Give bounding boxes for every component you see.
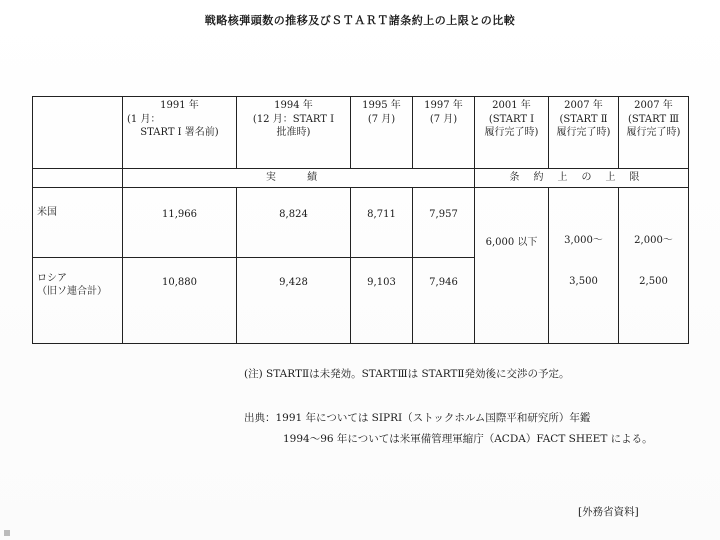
- cell-russia-1991: 10,880: [123, 257, 237, 343]
- band-row: [33, 169, 689, 188]
- header-2007-start2-year: 2007 年: [564, 100, 603, 111]
- header-1997-year: 1997 年: [424, 100, 463, 111]
- header-2001: [475, 97, 549, 169]
- cell-us-2007-start3: 2,000～: [619, 187, 689, 257]
- header-2007-start3: [619, 97, 689, 169]
- row-label-us: [33, 187, 123, 257]
- cell-us-1997: 7,957: [413, 187, 475, 257]
- cell-russia-1995: 9,103: [351, 257, 413, 343]
- header-1995-year: 1995 年: [362, 100, 401, 111]
- header-2001-note-a: (START I: [488, 113, 535, 125]
- header-1997: [413, 97, 475, 169]
- band-actual: 実 績: [123, 169, 475, 188]
- cell-us-1994: 8,824: [237, 187, 351, 257]
- header-1991-year: 1991 年: [160, 100, 199, 111]
- cell-russia-2007-start3: 2,500: [619, 257, 689, 343]
- header-2007-start3-year: 2007 年: [634, 100, 673, 111]
- band-limit: 条約上の上限: [475, 169, 689, 188]
- header-1997-note-a: (7 月): [429, 113, 458, 125]
- document-credit: [外務省資料]: [578, 506, 639, 518]
- cell-russia-2007-start2: 3,500: [549, 257, 619, 343]
- source-line-2: 1994～96 年については米軍備管理軍縮庁（ACDA）FACT SHEET による。: [283, 433, 653, 445]
- corner-mark: [4, 530, 10, 536]
- cell-russia-1994: 9,428: [237, 257, 351, 343]
- cell-us-2007-start2: 3,000～: [549, 187, 619, 257]
- band-corner-cell: [33, 169, 123, 188]
- header-1995-note-a: (7 月): [367, 113, 396, 125]
- source-line-1: 出典：1991 年については SIPRI（ストックホルム国際平和研究所）年鑑: [244, 412, 591, 424]
- row-label-russia-subtext: （旧ソ連合計）: [37, 286, 107, 297]
- header-1994-note-b: 批准時): [276, 127, 311, 138]
- header-2007-start3-note-a: (START Ⅲ: [628, 113, 679, 125]
- header-1995: [351, 97, 413, 169]
- table-row-russia: [33, 257, 689, 343]
- header-1994-year: 1994 年: [274, 100, 313, 111]
- header-2001-note-b: 履行完了時): [484, 127, 539, 138]
- document-title: 戦略核弾頭数の推移及びＳＴＡＲＴ諸条約上の上限との比較: [204, 14, 516, 27]
- header-1994-note-a: (12 月：START I: [252, 113, 335, 125]
- header-1991-note-b: START I 署名前): [140, 127, 219, 138]
- header-1991-note-a: (1 月：: [127, 113, 161, 125]
- header-2007-start3-note-b: 履行完了時): [626, 127, 681, 138]
- header-2001-year: 2001 年: [492, 100, 531, 111]
- source-citation: [244, 408, 653, 450]
- table-note: (注) STARTⅡは未発効。STARTⅢは STARTⅡ発効後に交渉の予定。: [244, 368, 570, 380]
- cell-us-1995: 8,711: [351, 187, 413, 257]
- header-row: [33, 97, 689, 169]
- header-1994: [237, 97, 351, 169]
- header-1991: [123, 97, 237, 169]
- table-row-us: [33, 187, 689, 257]
- row-label-us-text: 米国: [37, 206, 57, 218]
- cell-us-1991: 11,966: [123, 187, 237, 257]
- row-label-russia-text: ロシア: [37, 272, 67, 284]
- row-label-russia: [33, 257, 123, 343]
- header-2007-start2: [549, 97, 619, 169]
- cell-russia-1997: 7,946: [413, 257, 475, 343]
- header-2007-start2-note-b: 履行完了時): [556, 127, 611, 138]
- warhead-comparison-table: [32, 96, 689, 344]
- header-2007-start2-note-a: (START Ⅱ: [559, 113, 608, 125]
- header-corner-cell: [33, 97, 123, 169]
- cell-limit-2001: 6,000 以下: [475, 187, 549, 343]
